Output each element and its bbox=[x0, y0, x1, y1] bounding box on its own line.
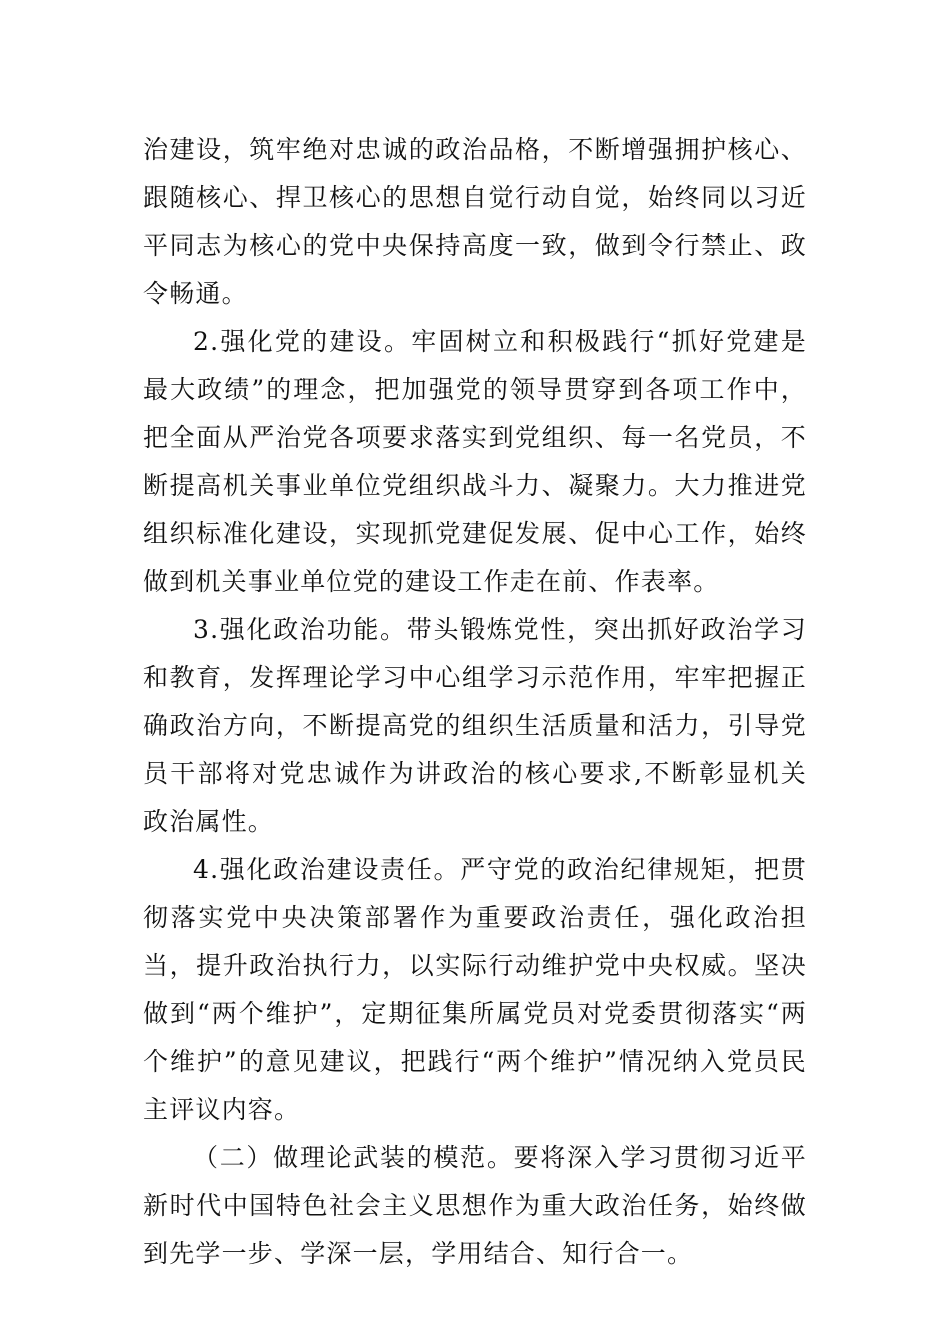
paragraph-section-2: （二）做理论武装的模范。要将深入学习贯彻习近平新时代中国特色社会主义思想作为重大政治任务，始终做到先学一步、学深一层，学用结合、知行合一。 bbox=[143, 1143, 807, 1268]
document-body bbox=[143, 126, 807, 1278]
paragraph-item-2: 2.强化党的建设。牢固树立和积极践行“抓好党建是最大政绩”的理念，把加强党的领导贯穿到各项工作中，把全面从严治党各项要求落实到党组织、每一名党员，不断提高机关事业单位党组织战斗力、凝聚力。大力推进党组织标准化建设，实现抓党建促发展、促中心工作，始终做到机关事业单位党的建设工作走在前、作表率。 bbox=[143, 327, 807, 596]
paragraph-item-4: 4.强化政治建设责任。严守党的政治纪律规矩，把贯彻落实党中央决策部署作为重要政治责任，强化政治担当，提升政治执行力，以实际行动维护党中央权威。坚决做到“两个维护”，定期征集所属党员对党委贯彻落实“两个维护”的意见建议，把践行“两个维护”情况纳入党员民主评议内容。 bbox=[143, 855, 807, 1124]
paragraph-item-3: 3.强化政治功能。带头锻炼党性，突出抓好政治学习和教育，发挥理论学习中心组学习示范作用，牢牢把握正确政治方向，不断提高党的组织生活质量和活力，引导党员干部将对党忠诚作为讲政治的核心要求,不断彰显机关政治属性。 bbox=[143, 615, 807, 836]
paragraph-continuation: 治建设，筑牢绝对忠诚的政治品格，不断增强拥护核心、跟随核心、捍卫核心的思想自觉行动自觉，始终同以习近平同志为核心的党中央保持高度一致，做到令行禁止、政令畅通。 bbox=[143, 135, 807, 308]
